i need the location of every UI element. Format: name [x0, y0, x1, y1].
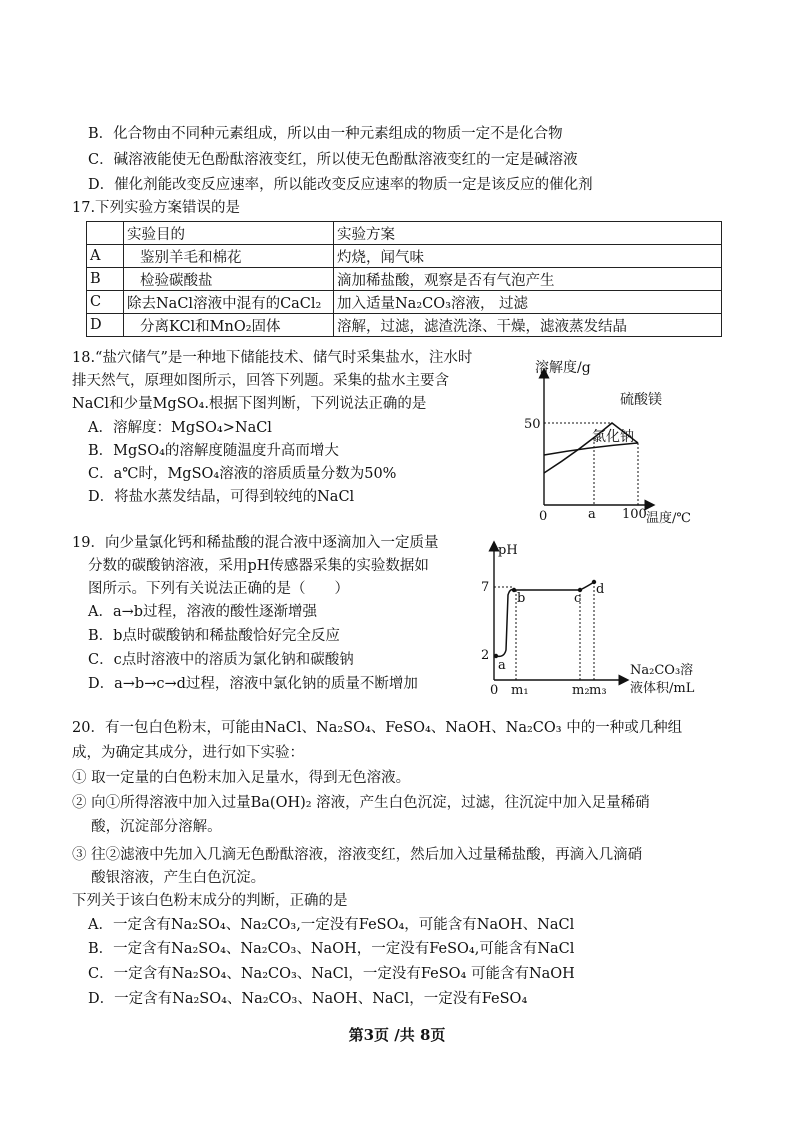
page-number: 第3页 /共 8页 [348, 1026, 446, 1044]
point-a-label: a [498, 658, 506, 673]
q18-stem-line: 18.“盐穴储气”是一种地下储能技术、储气时采集盐水，注水时 [72, 350, 473, 366]
table-cell: 鉴别羊毛和棉花 [124, 245, 334, 268]
x-axis-label-line2: 液体积/mL [630, 681, 695, 696]
table-row [87, 245, 722, 268]
table-cell: 检验碳酸盐 [124, 268, 334, 291]
q17-table [86, 221, 722, 337]
table-cell: 灼烧，闻气味 [334, 245, 722, 268]
table-cell: B [87, 268, 124, 291]
table-row [87, 291, 722, 314]
q20-step: 酸，沉淀部分溶解。 [72, 819, 222, 835]
q20-step: 酸银溶液，产生白色沉淀。 [72, 870, 266, 886]
q20-step: ③ 往②滤液中先加入几滴无色酚酞溶液，溶液变红，然后加入过量稀盐酸，再滴入几滴硝 [72, 847, 643, 863]
x-axis-label-line1: Na₂CO₃溶 [630, 663, 694, 678]
table-header-purpose: 实验目的 [124, 222, 334, 245]
q19-option-c: C．c点时溶液中的溶质为氯化钠和碳酸钠 [88, 652, 354, 668]
q19-option-b: B．b点时碳酸钠和稀盐酸恰好完全反应 [88, 628, 340, 644]
q19-stem-line: 19．向少量氯化钙和稀盐酸的混合液中逐滴加入一定质量 [72, 535, 439, 551]
q19-stem-line: 分数的碳酸钠溶液，采用pH传感器采集的实验数据如 [88, 558, 429, 574]
solubility-graph [510, 355, 710, 530]
point-d-label: d [596, 582, 605, 597]
q20-step: ② 向①所得溶液中加入过量Ba(OH)₂ 溶液，产生白色沉淀，过滤，往沉淀中加入足量稀硝 [72, 795, 650, 811]
q16-option-b: B．化合物由不同种元素组成，所以由一种元素组成的物质一定不是化合物 [88, 126, 563, 142]
table-row [87, 314, 722, 337]
q20-stem-line: 成，为确定其成分，进行如下实验： [72, 745, 304, 761]
table-cell: C [87, 291, 124, 314]
point-b-label: b [517, 591, 526, 606]
q18-option-c: C．a℃时，MgSO₄溶液的溶质质量分数为50% [88, 466, 397, 482]
x-tick-a: a [588, 507, 596, 522]
x-tick-m3: m₃ [589, 683, 607, 698]
nacl-label: 氯化钠 [592, 429, 634, 445]
q20-question: 下列关于该白色粉末成分的判断，正确的是 [72, 893, 348, 909]
q20-stem-line: 20．有一包白色粉末，可能由NaCl、Na₂SO₄、FeSO₄、NaOH、Na₂CO₃ 中的一种或几种组 [72, 720, 683, 736]
y-axis-label: pH [498, 543, 518, 558]
q18-stem-line: NaCl和少量MgSO₄.根据下图判断，下列说法正确的是 [72, 396, 427, 412]
table-cell: 加入适量Na₂CO₃溶液， 过滤 [334, 291, 722, 314]
table-cell [87, 222, 124, 245]
x-tick-0: 0 [490, 683, 499, 698]
x-tick-m1: m₁ [511, 683, 529, 698]
point-b-marker [512, 588, 516, 592]
table-header-row [87, 222, 722, 245]
q18-stem-line: 排天然气，原理如图所示，回答下列题。采集的盐水主要含 [72, 373, 449, 389]
table-cell: 滴加稀盐酸，观察是否有气泡产生 [334, 268, 722, 291]
q20-step: ① 取一定量的白色粉末加入足量水，得到无色溶液。 [72, 770, 411, 786]
table-cell: 分离KCl和MnO₂固体 [124, 314, 334, 337]
x-tick-m2: m₂ [572, 683, 590, 698]
x-tick-100: 100 [622, 507, 647, 522]
q20-option-b: B．一定含有Na₂SO₄、Na₂CO₃、NaOH，一定没有FeSO₄,可能含有NaCl [88, 941, 575, 957]
q18-option-a: A．溶解度：MgSO₄>NaCl [88, 420, 272, 436]
q18-option-b: B．MgSO₄的溶解度随温度升高而增大 [88, 443, 339, 459]
table-row [87, 268, 722, 291]
q20-option-d: D．一定含有Na₂SO₄、Na₂CO₃、NaOH、NaCl，一定没有FeSO₄ [88, 991, 528, 1007]
table-cell: D [87, 314, 124, 337]
y-axis-label: 溶解度/g [535, 360, 591, 376]
q20-option-c: C．一定含有Na₂SO₄、Na₂CO₃、NaCl，一定没有FeSO₄ 可能含有NaOH [88, 966, 575, 982]
table-cell: A [87, 245, 124, 268]
q16-option-d: D．催化剂能改变反应速率，所以能改变反应速率的物质一定是该反应的催化剂 [88, 177, 593, 193]
q19-option-d: D．a→b→c→d过程，溶液中氯化钠的质量不断增加 [88, 676, 418, 692]
q18-option-d: D．将盐水蒸发结晶，可得到较纯的NaCl [88, 489, 355, 505]
q19-option-a: A．a→b过程，溶液的酸性逐渐增强 [88, 604, 318, 620]
table-cell: 除去NaCl溶液中混有的CaCl₂ [124, 291, 334, 314]
q17-stem: 17.下列实验方案错误的是 [72, 200, 241, 216]
y-tick-50: 50 [524, 417, 541, 432]
point-c-label: c [574, 591, 582, 606]
q20-option-a: A．一定含有Na₂SO₄、Na₂CO₃,一定没有FeSO₄，可能含有NaOH、NaCl [88, 917, 575, 933]
q19-stem-line: 图所示。下列有关说法正确的是（ ） [88, 581, 349, 597]
mgso4-label: 硫酸镁 [620, 392, 662, 408]
y-tick-2: 2 [481, 648, 490, 663]
table-cell: 溶解，过滤，滤渣洗涤、干燥，滤液蒸发结晶 [334, 314, 722, 337]
table-header-plan: 实验方案 [334, 222, 722, 245]
x-tick-0: 0 [539, 509, 548, 524]
y-tick-7: 7 [481, 580, 490, 595]
q16-option-c: C．碱溶液能使无色酚酞溶液变红，所以使无色酚酞溶液变红的一定是碱溶液 [88, 152, 578, 168]
x-axis-label: 温度/℃ [646, 511, 691, 526]
ph-graph [474, 540, 714, 700]
